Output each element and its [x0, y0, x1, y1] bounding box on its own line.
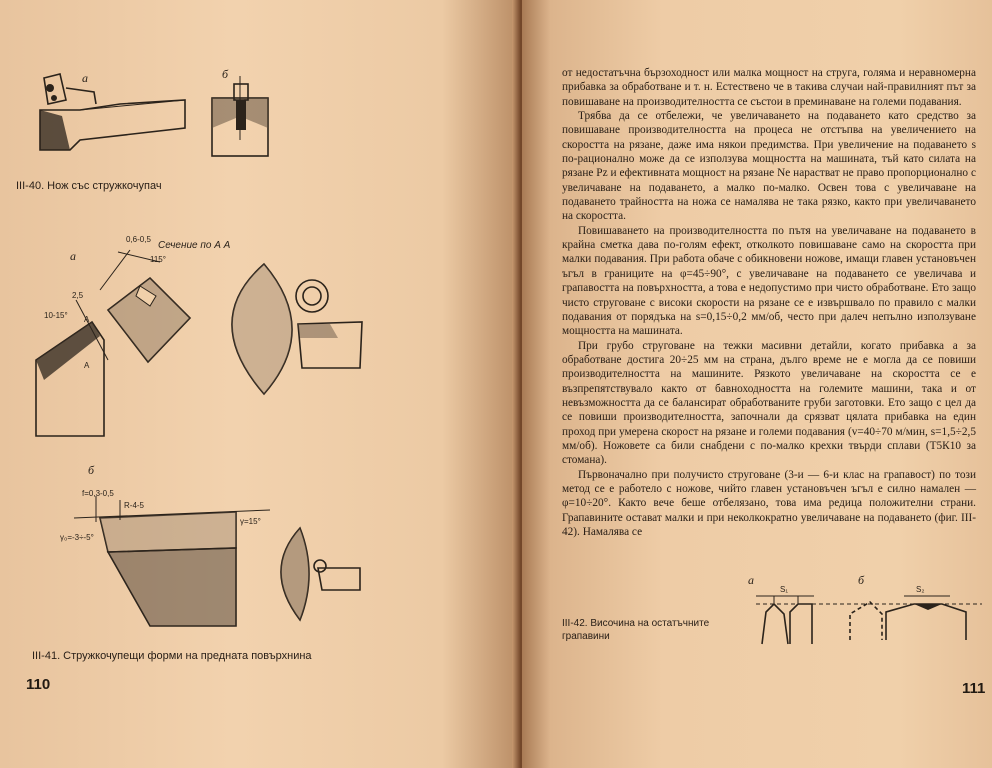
paragraph: Първоначално при получисто струговане (3-и — 6-и клас на грапавост) по този метод се е работело с ножове, чийто главен установъчен ъгъл е силно намален — φ=10÷20°. Както вече беше отбелязано, това има редица положителни страни. Грапавините остават малки и при неколкократно увеличаване на подаването (фиг. III-42). Намалява се	[562, 468, 976, 538]
fig40-caption: III-40. Нож със стружкочупач	[16, 180, 162, 192]
fig41-dim-r: R-4-5	[124, 501, 145, 510]
paragraph: Повишаването на производителността по пътя на увеличаване на подаването в крайна сметка дава по-голям ефект, отколкото повишаване само на скоростта при малки подавания. При работа обаче с обикновени ножове, имащи главен установъчен ъгъл в границите на φ=45÷90°, с увеличаване на подаването се увеличава и грапавостта на повърхността, а това е недопустимо при чисто обработване. Ето защо чисто струговане с високи скорости на рязане се е извършвало по правило с малки подавания от порядъка на s=0,15÷0,2 мм/об, често при далеч непълно използуване мощността на машината.	[562, 224, 976, 338]
fig42-caption-line1: III-42. Височина на остатъчните	[562, 618, 710, 629]
fig41-caption: III-41. Стружкочупещи форми на предната повърхнина	[32, 650, 312, 662]
fig41-angle-gamma0: γ₀=-3÷-5°	[60, 533, 94, 542]
fig41-label-a: а	[70, 249, 76, 263]
fig41a-section-drawing	[108, 278, 190, 362]
fig41-dim-side: 2,5	[72, 291, 84, 300]
fig41-marker-a1: А	[84, 315, 90, 324]
fig41-angle-gamma: γ=15°	[240, 517, 261, 526]
page-number-left: 110	[26, 676, 51, 693]
fig41b-tool-drawing	[74, 496, 270, 626]
paragraph: Трябва да се отбележи, че увеличаването на подаването като средство за повишаване производителността на процеса не отстъпва на увеличението на скоростта на рязане, даже има някои предимства. При увеличение на подаването s по-рационално може да се използува мощността на машината, тъй като силата на рязане Pz и ефективната мощност на рязане Ne нарастват не право пропорционално с увеличаване на подаването, а малко по-малко. Освен това с увеличаване на подаването трайността на ножа се намалява не така рязко, както при увеличаването на скоростта.	[562, 110, 976, 223]
fig41-dim-top: 0,6-0,5	[126, 235, 151, 244]
fig41-angle-side: 10-15°	[44, 311, 68, 320]
paragraph: При грубо струговане на тежки масивни детайли, когато прибавка а за обработване достига 20÷25 мм на страна, дълго време не е могла да се повиши производителността на машините. Рязкото увеличаване на скоростта се е възпрепятствувало както от бавноходността на големите машини, така и от невъзможността да се балансират обработваните груби заготовки. Ето защо с цел да се повиши производителността, започнали да срязват цялата прибавка на един проход при умерена скорост на рязане и големи подавания (v=40÷70 м/мин, s=1,5÷2,5 мм/об). Ножовете са били снабдени с по-малко крехки твърди сплави (Т5К10 за стомана).	[562, 339, 976, 467]
page-number-right: 111	[962, 680, 986, 697]
fig41-dim-f: f=0,3-0,5	[82, 489, 114, 498]
fig42-caption-line2: грапавини	[562, 631, 610, 642]
fig42-label-b: б	[858, 573, 865, 587]
fig41b-workpiece-drawing	[281, 528, 360, 620]
fig41-label-b: б	[88, 463, 95, 477]
fig41-section-label: Сечение по А А	[158, 240, 231, 251]
paragraph: от недостатъчна бързоходност или малка мощност на струга, голяма и неравномерна прибавка за обработване и т. н. Естествено че в такива случаи най-правилният път за повишаване на производителността се състои в преминаване на големи подавания.	[562, 67, 976, 108]
fig42-label-a: а	[748, 573, 754, 587]
figure-42	[522, 0, 992, 768]
fig41a-workpiece-drawing	[232, 264, 362, 394]
fig42-dim-s1: S₁	[780, 585, 789, 594]
fig40-label-a: а	[82, 71, 88, 85]
fig42a-drawing	[756, 596, 982, 644]
fig40-label-b: б	[222, 67, 229, 81]
fig42-dim-s2: S₂	[916, 585, 925, 594]
right-page	[522, 0, 992, 768]
fig41-angle-top: 115°	[150, 255, 166, 264]
fig41-marker-a2: А	[84, 361, 90, 370]
fig42b-drawing	[850, 596, 966, 640]
